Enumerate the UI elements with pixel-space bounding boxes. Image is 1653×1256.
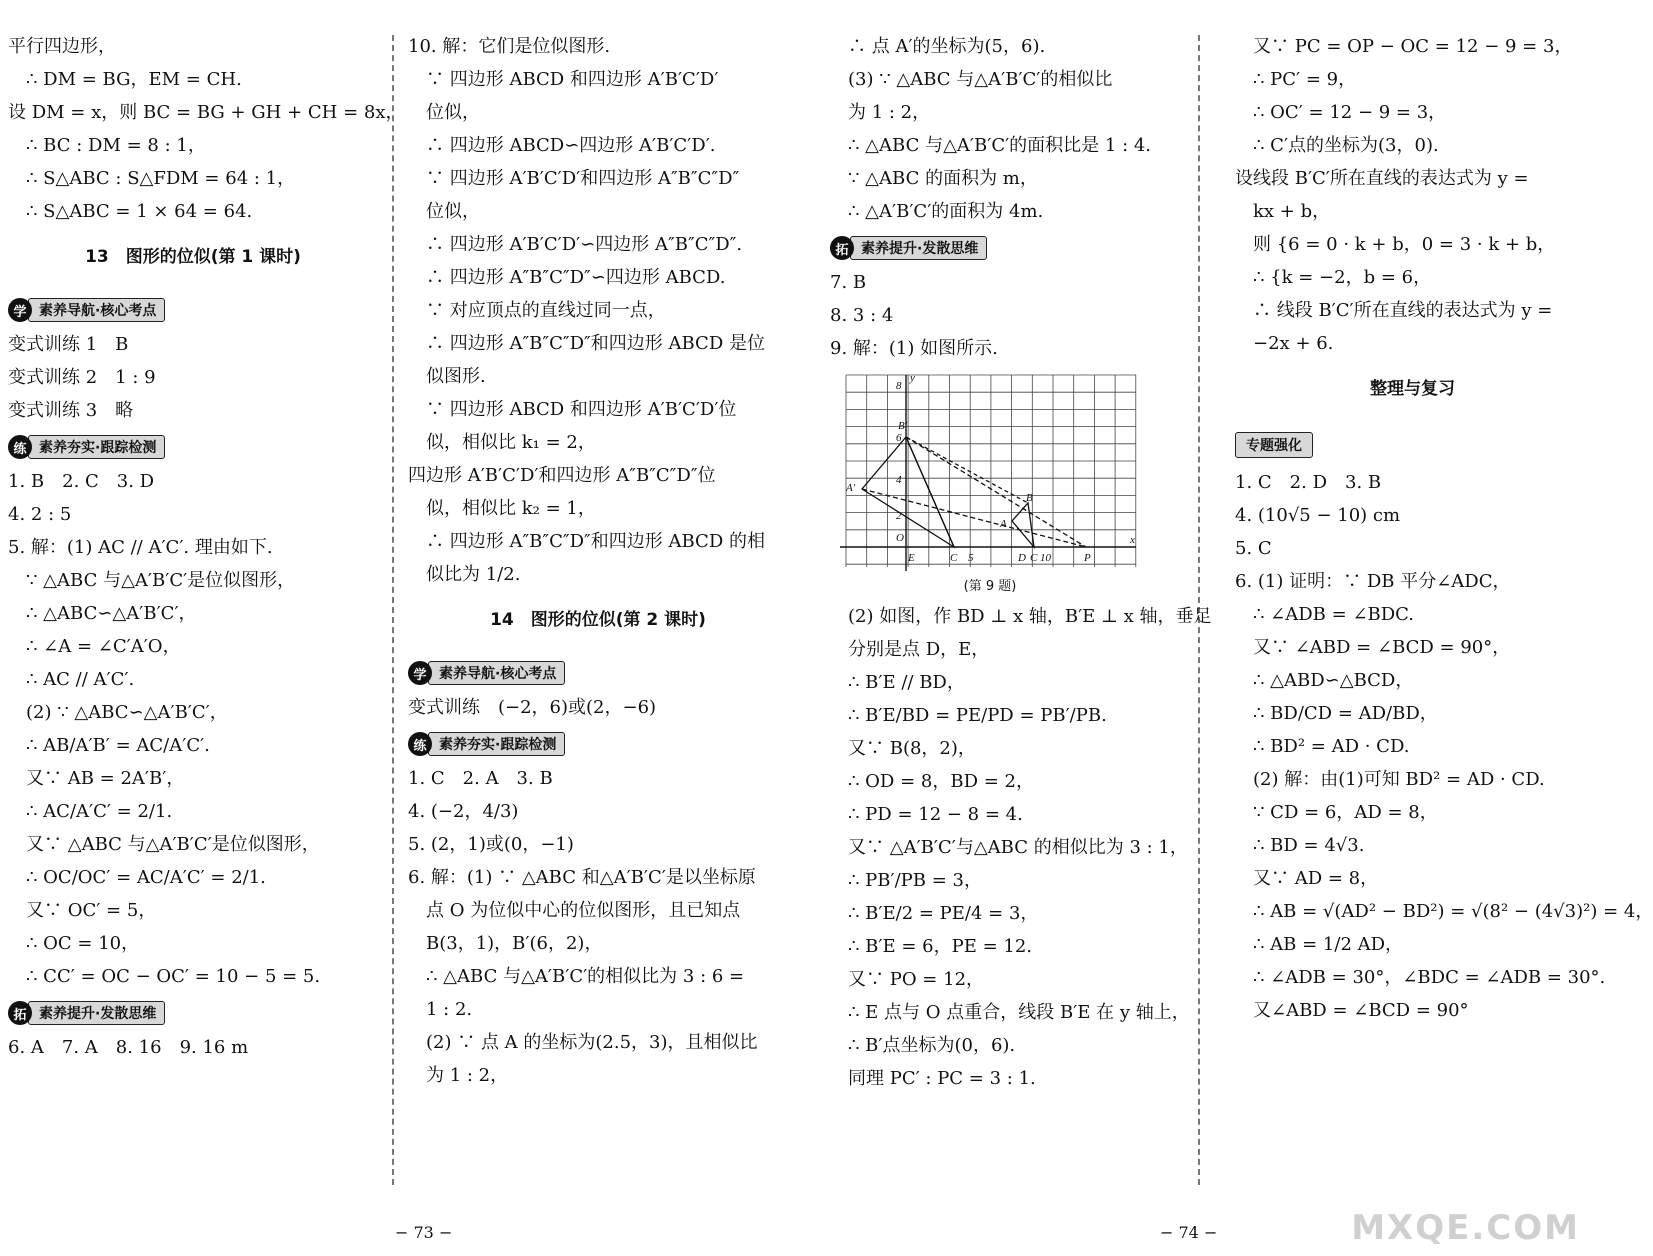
text-line: (2) ∵ △ABC∽△A′B′C′， (26, 702, 228, 723)
text-line: ∴ PD = 12 − 8 = 4. (848, 804, 1023, 825)
text-line: ∴ B′E = 6，PE = 12. (848, 936, 1033, 957)
text-line: 6. A 7. A 8. 16 9. 16 m (8, 1037, 249, 1058)
text-line: ∴ OD = 8，BD = 2， (848, 771, 1034, 792)
point-label: C (950, 552, 958, 564)
text-line: 9. 解：(1) 如图所示. (830, 338, 998, 359)
text-line: ∴ PB′/PB = 3， (848, 870, 982, 891)
section-badge (408, 732, 565, 756)
text-line: 变式训练 2 1 : 9 (8, 367, 156, 388)
text-line: 4. (−2，4/3) (408, 801, 519, 822)
text-line: ∵ △ABC 与△A′B′C′是位似图形， (26, 570, 296, 591)
badge-label: 素养导航·核心考点 (428, 661, 565, 685)
point-label: A (1000, 518, 1007, 530)
text-line: ∴ OC/OC′ = AC/A′C′ = 2/1. (26, 867, 266, 888)
point-label: D (1018, 552, 1026, 564)
text-line: ∴ ∠ADB = ∠BDC. (1253, 604, 1415, 625)
text-line: 似图形. (426, 366, 486, 387)
text-line: ∴ 四边形 A″B″C″D″和四边形 ABCD 是位 (426, 333, 765, 354)
badge-icon: 学 (408, 661, 432, 685)
text-block (8, 1031, 378, 1064)
point-label: A′ (846, 482, 856, 494)
column-1 (8, 30, 404, 1064)
text-line: 1. C 2. D 3. B (1235, 472, 1382, 493)
text-line: ∴ BC : DM = 8 : 1， (26, 135, 206, 156)
text-line: 变式训练 3 略 (8, 400, 134, 421)
section-badge (8, 298, 165, 322)
text-line: 设 DM = x，则 BC = BG + GH + CH = 8x， (8, 102, 404, 123)
badge-label: 素养夯实·跟踪检测 (28, 435, 165, 459)
text-line: ∴ △ABC 与△A′B′C′的面积比是 1 : 4. (848, 135, 1152, 156)
text-line: 设线段 B′C′所在直线的表达式为 y = (1235, 168, 1529, 189)
page-number-left: − 73 − (395, 1223, 453, 1242)
point-label: O (896, 532, 904, 544)
text-line: 8. 3 : 4 (830, 305, 894, 326)
text-line: 变式训练 1 B (8, 334, 129, 355)
badge-icon: 练 (8, 435, 32, 459)
text-line: ∴ 四边形 A″B″C″D″和四边形 ABCD 的相 (426, 531, 765, 552)
tick-label: 6 (896, 432, 902, 444)
text-line: 又∵ OC′ = 5， (26, 900, 157, 921)
text-line: 4. (10√5 − 10) cm (1235, 505, 1401, 526)
text-line: ∴ △ABC∽△A′B′C′， (26, 603, 197, 624)
text-block (830, 266, 1185, 365)
badge-icon: 学 (8, 298, 32, 322)
text-line: ∵ 四边形 A′B′C′D′和四边形 A″B″C″D″ (426, 168, 740, 189)
point-label: P (1084, 552, 1091, 564)
text-line: 又∵ PO = 12， (848, 969, 985, 990)
text-line: 四边形 A′B′C′D′和四边形 A″B″C″D″位 (408, 465, 716, 486)
text-line: 又∵ △ABC 与△A′B′C′是位似图形， (26, 834, 320, 855)
text-line: ∴ B′E/BD = PE/PD = PB′/PB. (848, 705, 1107, 726)
text-block (830, 30, 1185, 228)
text-line: 5. 解：(1) AC // A′C′. 理由如下. (8, 537, 273, 558)
text-line: ∴ DM = BG，EM = CH. (26, 69, 242, 90)
section-heading: 整理与复习 (1370, 379, 1455, 399)
text-line: ∴ BD/CD = AD/BD， (1253, 703, 1438, 724)
text-line: ∴ 四边形 A″B″C″D″∽四边形 ABCD. (426, 267, 726, 288)
tick-label: 5 (968, 552, 974, 564)
text-block (408, 762, 788, 1092)
text-line: ∴ PC′ = 9， (1253, 69, 1357, 90)
text-line: ∴ △ABD∽△BCD， (1253, 670, 1414, 691)
text-line: ∴ AB/A′B′ = AC/A′C′. (26, 735, 210, 756)
text-line: ∴ AB = 1/2 AD， (1253, 934, 1404, 955)
badge-label: 素养夯实·跟踪检测 (428, 732, 565, 756)
text-line: 则 {6 = 0 · k + b，0 = 3 · k + b， (1253, 234, 1556, 255)
text-line: 同理 PC′ : PC = 3 : 1. (848, 1068, 1036, 1089)
triangle-small (1012, 503, 1034, 547)
text-line: ∴ AB = √(AD² − BD²) = √(8² − (4√3)²) = 4， (1253, 901, 1653, 922)
text-line: 又∵ B(8，2)， (848, 738, 976, 759)
text-line: 为 1 : 2， (426, 1065, 509, 1086)
text-line: ∴ S△ABC : S△FDM = 64 : 1， (26, 168, 296, 189)
text-line: 10. 解：它们是位似图形. (408, 36, 611, 57)
text-line: 平行四边形， (8, 36, 116, 57)
text-line: 1. B 2. C 3. D (8, 471, 155, 492)
text-line: ∴ 线段 B′C′所在直线的表达式为 y = (1253, 300, 1553, 321)
badge-label: 素养提升·发散思维 (28, 1001, 165, 1025)
section-badge (830, 236, 987, 260)
text-line: 似，相似比 k₂ = 1， (426, 498, 596, 519)
text-line: 6. 解：(1) ∵ △ABC 和△A′B′C′是以坐标原 (408, 867, 756, 888)
text-line: 又∠ABD = ∠BCD = 90° (1253, 1000, 1469, 1021)
text-line: ∴ B′E/2 = PE/4 = 3， (848, 903, 1039, 924)
tick-label: 10 (1040, 552, 1051, 564)
text-line: 1. C 2. A 3. B (408, 768, 553, 789)
text-line: 又∵ AD = 8， (1253, 868, 1379, 889)
text-line: 又∵ AB = 2A′B′， (26, 768, 185, 789)
badge-label: 素养导航·核心考点 (28, 298, 165, 322)
tick-label: 4 (896, 474, 902, 486)
badge-icon: 拓 (830, 236, 854, 260)
text-line: ∴ E 点与 O 点重合，线段 B′E 在 y 轴上， (848, 1002, 1190, 1023)
text-line: ∴ BD = 4√3. (1253, 835, 1365, 856)
badge-icon: 拓 (8, 1001, 32, 1025)
section-badge: 专题强化 (1235, 432, 1313, 458)
section-heading: 14 图形的位似(第 2 课时) (490, 610, 706, 630)
ray-line (906, 437, 1028, 503)
text-line: ∵ 四边形 ABCD 和四边形 A′B′C′D′位 (426, 399, 737, 420)
section-heading: 13 图形的位似(第 1 课时) (85, 247, 301, 267)
text-line: ∴ B′点坐标为(0，6). (848, 1035, 1016, 1056)
text-line: ∴ AC/A′C′ = 2/1. (26, 801, 173, 822)
text-line: (3) ∵ △ABC 与△A′B′C′的相似比 (848, 69, 1113, 90)
axis-label-x: x (1130, 534, 1135, 546)
text-line: 1 : 2. (426, 999, 473, 1020)
text-line: 似比为 1/2. (426, 564, 521, 585)
tick-label: 2 (896, 510, 902, 522)
section-badge (408, 661, 565, 685)
text-line: 5. C (1235, 538, 1272, 559)
badge-icon: 练 (408, 732, 432, 756)
section-badge (8, 1001, 165, 1025)
text-line: ∴ AC // A′C′. (26, 669, 135, 690)
column-3 (830, 30, 1212, 1095)
section-badge (8, 435, 165, 459)
point-label: B′ (898, 420, 908, 432)
text-line: ∴ {k = −2，b = 6， (1253, 267, 1432, 288)
text-block (1235, 30, 1590, 360)
text-line: ∴ ∠A = ∠C′A′O， (26, 636, 181, 657)
point-label: E (908, 552, 915, 564)
text-line: ∴ C′点的坐标为(3，0). (1253, 135, 1439, 156)
text-line: ∴ S△ABC = 1 × 64 = 64. (26, 201, 253, 222)
text-line: ∴ BD² = AD · CD. (1253, 736, 1410, 757)
text-block (830, 600, 1212, 1095)
text-line: B(3，1)，B′(6，2)， (426, 933, 603, 954)
text-line: ∵ CD = 6，AD = 8， (1253, 802, 1438, 823)
axis-label-y: y (910, 372, 915, 384)
text-line: ∴ ∠ADB = 30°，∠BDC = ∠ADB = 30°. (1253, 967, 1606, 988)
text-line: 点 O 为位似中心的位似图形，且已知点 (426, 900, 741, 921)
text-line: ∴ B′E // BD， (848, 672, 965, 693)
text-line: ∵ △ABC 的面积为 m， (848, 168, 1038, 189)
text-line: 4. 2 : 5 (8, 504, 72, 525)
text-line: (2) ∵ 点 A 的坐标为(2.5，3)，且相似比 (426, 1032, 758, 1053)
text-line: ∴ OC = 10， (26, 933, 140, 954)
text-line: 为 1 : 2， (848, 102, 931, 123)
badge-label: 素养提升·发散思维 (850, 236, 987, 260)
text-line: 变式训练 (−2，6)或(2，−6) (408, 697, 657, 718)
text-line: ∵ 四边形 ABCD 和四边形 A′B′C′D′ (426, 69, 719, 90)
grid-figure-svg (840, 371, 1140, 571)
text-line: 又∵ PC = OP − OC = 12 − 9 = 3， (1253, 36, 1573, 57)
text-line: 6. (1) 证明：∵ DB 平分∠ADC， (1235, 571, 1511, 592)
tick-label: 8 (896, 380, 902, 392)
text-line: (2) 如图，作 BD ⊥ x 轴，B′E ⊥ x 轴，垂足 (848, 606, 1212, 627)
text-block (8, 465, 378, 993)
column-2 (408, 30, 788, 1092)
text-line: 7. B (830, 272, 867, 293)
text-line: ∴ 点 A′的坐标为(5，6). (848, 36, 1046, 57)
text-line: ∴ 四边形 ABCD∽四边形 A′B′C′D′. (426, 135, 716, 156)
watermark: MXQE.COM (1351, 1208, 1580, 1248)
point-label: B (1026, 492, 1033, 504)
text-line: 又∵ △A′B′C′与△ABC 的相似比为 3 : 1， (848, 837, 1188, 858)
column-separator (392, 35, 394, 1185)
text-line: ∴ OC′ = 12 − 9 = 3， (1253, 102, 1447, 123)
ray-line (906, 437, 1086, 547)
text-block (8, 328, 378, 427)
text-line: (2) 解：由(1)可知 BD² = AD · CD. (1253, 769, 1545, 790)
text-line: ∴ 四边形 A′B′C′D′∽四边形 A″B″C″D″. (426, 234, 743, 255)
text-line: 似，相似比 k₁ = 2， (426, 432, 596, 453)
text-line: ∵ 对应顶点的直线过同一点， (426, 300, 666, 321)
text-line: 位似， (426, 102, 480, 123)
page-number-right: − 74 − (1160, 1223, 1218, 1242)
coordinate-figure (840, 371, 1140, 571)
text-block (408, 30, 788, 591)
text-line: 又∵ ∠ABD = ∠BCD = 90°， (1253, 637, 1511, 658)
column-4 (1235, 30, 1653, 1027)
point-label: C (1030, 552, 1038, 564)
text-line: ∴ △A′B′C′的面积为 4m. (848, 201, 1044, 222)
ray-line (906, 437, 954, 547)
text-line: 5. (2，1)或(0，−1) (408, 834, 574, 855)
figure-caption: (第 9 题) (963, 579, 1017, 594)
text-line: kx + b， (1253, 201, 1331, 222)
text-line: 位似， (426, 201, 480, 222)
text-line: 分别是点 D，E， (848, 639, 990, 660)
text-line: ∴ CC′ = OC − OC′ = 10 − 5 = 5. (26, 966, 321, 987)
text-line: −2x + 6. (1253, 333, 1334, 354)
text-block (408, 691, 788, 724)
text-block (8, 30, 404, 228)
text-line: ∴ △ABC 与△A′B′C′的相似比为 3 : 6 = (426, 966, 745, 987)
text-block (1235, 466, 1653, 1027)
